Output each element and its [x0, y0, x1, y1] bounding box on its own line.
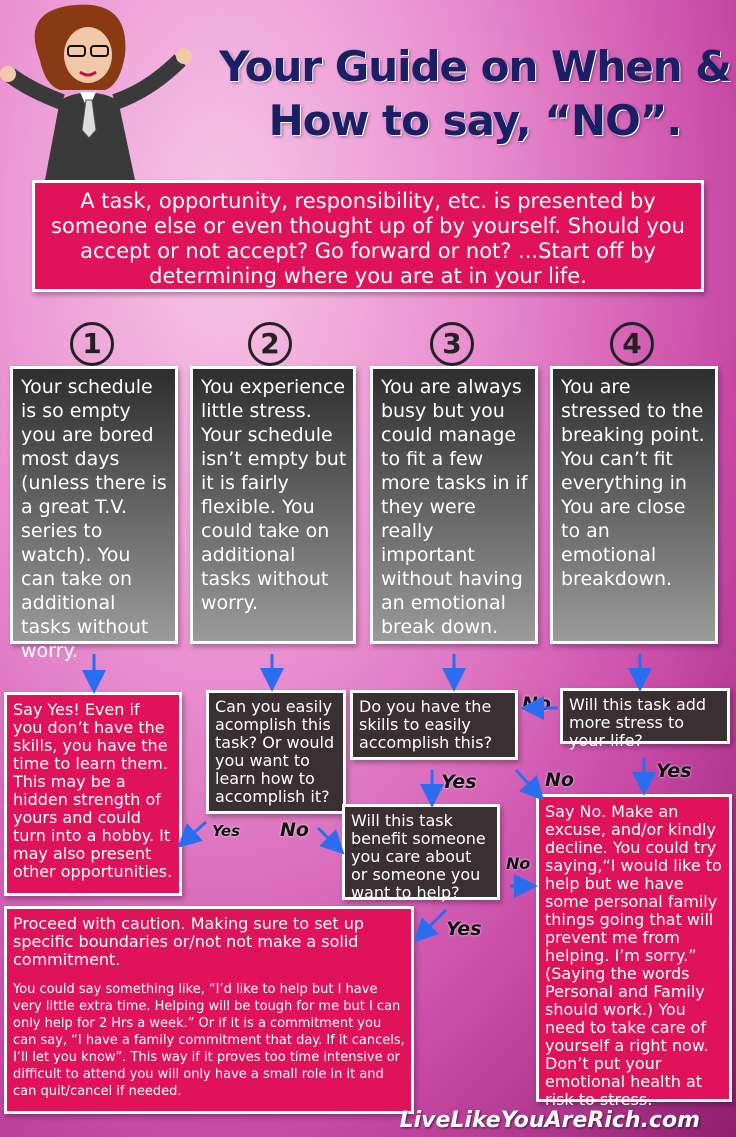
label-no-skills: No [545, 769, 574, 791]
arrow-no-skills [516, 770, 536, 792]
state-box-2: You experience little stress. Your schedule isn’t empty but it is fairly flexible. You could take on additional tasks without worry. [190, 366, 356, 644]
label-yes-skills: Yes [441, 771, 477, 793]
state-box-4: You are stressed to the breaking point. You can’t fit everything in You are close to an emotional breakdown. [550, 366, 718, 644]
state-box-1: Your schedule is so empty you are bored most days (unless there is a great T.V. series to watch). You can take on additional tasks without worry. [10, 366, 178, 644]
label-no-benefit: No [506, 854, 531, 873]
step-number-3: 3 [430, 322, 474, 366]
label-no-stress-to-skills: No [522, 693, 551, 715]
question-skills: Do you have the skills to easily accomplish this? [350, 690, 518, 760]
question-accomplish: Can you easily acomplish this task? Or would you want to learn how to accomplish it? [206, 690, 346, 814]
state-box-3: You are always busy but you could manage to fit a few more tasks in if they were really important without having an emotional break down. [370, 366, 538, 644]
arrow-no-accomplish [318, 828, 336, 846]
intro-box: A task, opportunity, responsibility, etc. is presented by someone else or even thought up of by yourself. Should you accept or not accept? Go forward or not? ...Start off by determining where you are at in your life. [32, 180, 704, 292]
label-yes-stress: Yes [656, 760, 692, 782]
say-yes-box: Say Yes! Even if you don’t have the skills, you have the time to learn them. This may be a hidden strength of yours and could turn into a hobby. It may also present other opportunities. [4, 692, 182, 896]
question-benefit: Will this task benefit someone you care about or someone you want to help? [342, 804, 500, 900]
question-stress: Will this task add more stress to your life? [560, 688, 730, 744]
say-no-box: Say No. Make an excuse, and/or kindly decline. You could try saying,“I would like to help but we have some personal family things going that will prevent me from helping. I’m sorry.” (Saying the words Personal and Family should work.) You need to take care of yourself a right now. Don’t put your emotional health at risk to stress. [536, 794, 732, 1102]
caution-body: You could say something like, “I’d like to help but I have very little extra time. Helping will be tough for me but I can only help for 2 Hrs a week.” Or if it is a commitment you can say, “I have a family commitment that day. If it cancels, I’ll let you know”. This way if it proves too time intensive or difficult to attend you will only have a small role in it and can quit/cancel if needed. [13, 982, 405, 1099]
arrow-yes-benefit [422, 910, 446, 934]
label-yes-accomplish: Yes [212, 822, 241, 840]
arrow-yes-accomplish [186, 822, 206, 840]
label-yes-benefit: Yes [446, 918, 482, 940]
credit-text: LiveLikeYouAreRich.com [399, 1108, 700, 1133]
step-number-4: 4 [610, 322, 654, 366]
caution-heading: Proceed with caution. Making sure to set up specific boundaries or/not not make a solid commitment. [13, 914, 365, 969]
step-number-1: 1 [70, 322, 114, 366]
label-no-accomplish: No [280, 819, 309, 841]
step-number-2: 2 [248, 322, 292, 366]
page-title: Your Guide on When & How to say, “NO”. [219, 42, 731, 145]
